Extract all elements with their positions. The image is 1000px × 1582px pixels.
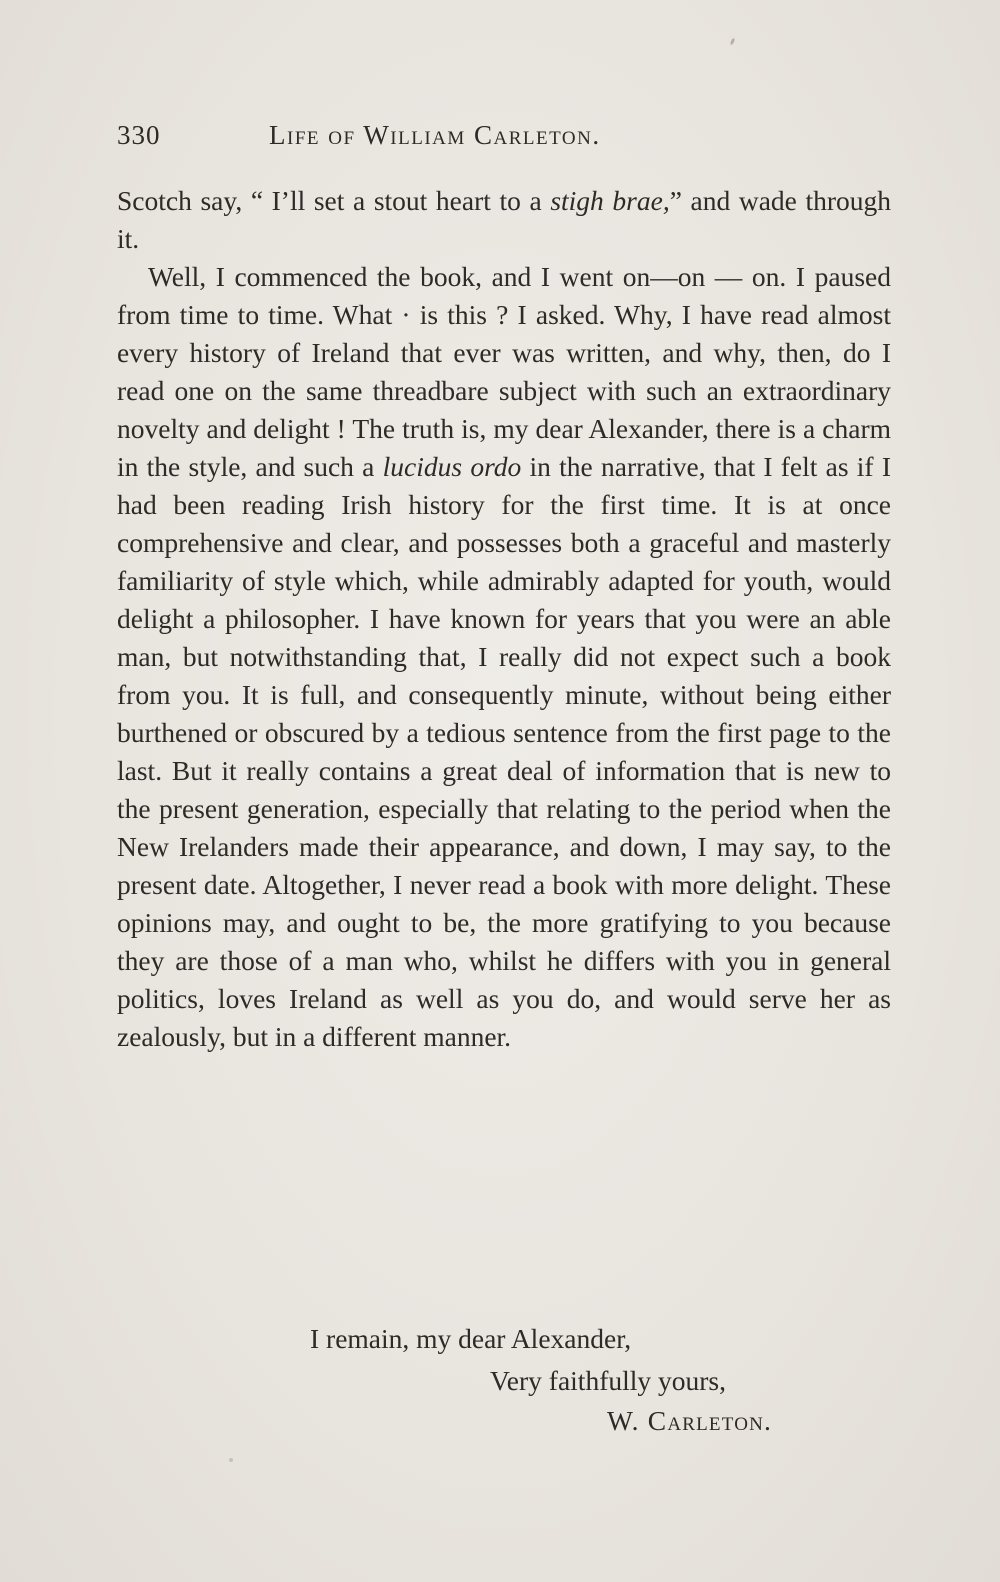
- paragraph-1-italic: stigh brae,: [550, 185, 670, 216]
- closing-salutation: I remain, my dear Alexander,: [310, 1323, 632, 1354]
- closing-valediction: Very faithfully yours,: [490, 1365, 726, 1396]
- paragraph-2-text-a: Well, I commenced the book, and I went on—on — on. I paused from time to time. What · is this ? I asked. Why, I have read almost every history of Ireland that ever was written, and why, then, do I read one on the same threadbare subject with such an extraordinary novelty and delight ! The truth is, my dear Alexander, there is a charm in the style, and such a: [117, 261, 891, 482]
- running-title: Life of William Carleton.: [269, 120, 601, 150]
- page-header: [117, 120, 727, 160]
- signature: W. Carleton.: [607, 1405, 773, 1436]
- ink-speck: [730, 38, 736, 46]
- paragraph-2-italic: lucidus ordo: [382, 451, 522, 482]
- paragraph-1: [117, 182, 891, 258]
- paragraph-1-text-b: ” and wade through it.: [117, 185, 892, 254]
- paragraph-1-text-a: Scotch say, “ I’ll set a stout heart to a: [117, 185, 551, 216]
- page-number: 330: [117, 120, 161, 150]
- letter-body: [117, 182, 891, 1056]
- paper-speck: [229, 1458, 233, 1462]
- paragraph-2: [117, 258, 891, 1056]
- paragraph-2-text-b: in the narrative, that I felt as if I had been reading Irish history for the first time. It is at once comprehensive and clear, and possesses both a graceful and masterly familiarity of style which, while admirably adapted for youth, would delight a philosopher. I have known for years that you were an able man, but notwithstanding that, I really did not expect such a book from you. It is full, and consequently minute, without being either burthened or obscured by a tedious sentence from the first page to the last. But it really contains a great deal of information that is new to the present generation, especially that relating to the period when the New Irelanders made their appearance, and down, I may say, to the present date. Altogether, I never read a book with more delight. These opinions may, and ought to be, the more gratifying to you because they are those of a man who, whilst he differs with you in general politics, loves Ireland as well as you do, and would serve her as zealously, but in a different manner.: [117, 451, 892, 1052]
